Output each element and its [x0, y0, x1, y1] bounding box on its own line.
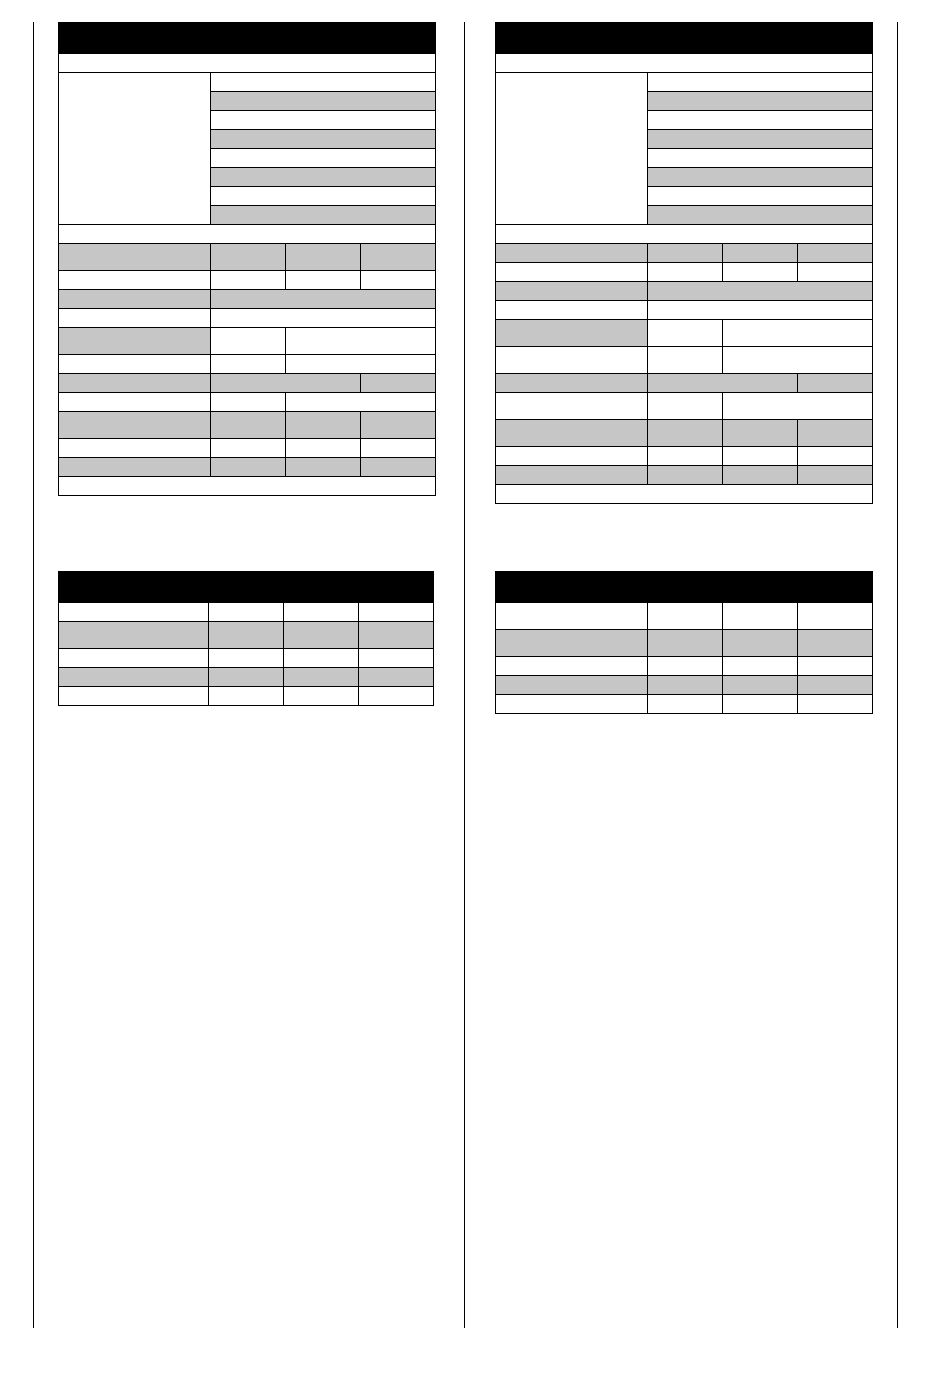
left-spec-table [58, 22, 436, 496]
table-cell [723, 695, 798, 714]
table-cell [496, 657, 648, 676]
table-cell [648, 263, 723, 282]
table-cell [648, 282, 873, 301]
table-row [496, 695, 873, 714]
table-row [496, 244, 873, 263]
table-cell [496, 420, 648, 447]
table-row [496, 393, 873, 420]
right-spec-table [495, 22, 873, 504]
table-row [496, 320, 873, 347]
table-cell [648, 73, 873, 92]
table-cell [286, 355, 436, 374]
table-cell [648, 320, 723, 347]
table-cell [798, 263, 873, 282]
table-header-cell [59, 23, 436, 54]
table-cell [496, 603, 648, 630]
table-cell [59, 355, 211, 374]
table-cell [59, 458, 211, 477]
table-cell [211, 130, 436, 149]
table-cell [211, 244, 286, 271]
table-cell [648, 630, 723, 657]
table-cell [286, 244, 361, 271]
table-cell [496, 347, 648, 374]
right-margin-rule [897, 22, 898, 1328]
table-row [496, 73, 873, 92]
table-cell [211, 355, 286, 374]
table-row [496, 657, 873, 676]
table-header-cell [496, 23, 873, 54]
table-row [59, 687, 434, 706]
table-cell [798, 420, 873, 447]
table-cell [496, 695, 648, 714]
table-row [496, 54, 873, 73]
table-row [59, 622, 434, 649]
table-cell [648, 447, 723, 466]
table-cell [59, 290, 211, 309]
table-cell [361, 374, 436, 393]
table-cell [59, 244, 211, 271]
table-cell [723, 466, 798, 485]
table-cell [59, 374, 211, 393]
table-cell [496, 374, 648, 393]
table-cell [59, 477, 436, 496]
table-cell [723, 447, 798, 466]
table-cell [209, 668, 284, 687]
table-row [496, 676, 873, 695]
table-cell [496, 282, 648, 301]
table-cell [211, 206, 436, 225]
table-cell [284, 668, 359, 687]
table-cell [361, 271, 436, 290]
table-cell [211, 439, 286, 458]
table-row [496, 301, 873, 320]
table-cell [648, 187, 873, 206]
table-cell [723, 320, 873, 347]
table-row [496, 263, 873, 282]
table-cell [648, 374, 798, 393]
table-row [59, 54, 436, 73]
table-cell [723, 420, 798, 447]
table-cell [59, 668, 209, 687]
table-row [59, 309, 436, 328]
table-cell [211, 271, 286, 290]
table-cell [723, 244, 798, 263]
table-cell [359, 622, 434, 649]
table-cell [211, 187, 436, 206]
table-cell [211, 149, 436, 168]
table-cell [798, 244, 873, 263]
table-cell [59, 309, 211, 328]
table-cell [496, 485, 873, 504]
table-header-row [59, 23, 436, 54]
table-cell [211, 290, 436, 309]
table-cell [211, 168, 436, 187]
table-cell [798, 374, 873, 393]
table-header-row [496, 23, 873, 54]
table-row [496, 282, 873, 301]
table-cell [209, 649, 284, 668]
center-divider-rule [464, 22, 465, 1328]
table-cell [286, 328, 436, 355]
table-cell [361, 458, 436, 477]
table-cell [648, 393, 723, 420]
left-margin-rule [33, 22, 34, 1328]
table-cell [648, 676, 723, 695]
table-cell [59, 393, 211, 412]
table-row [59, 225, 436, 244]
table-cell [59, 687, 209, 706]
table-cell [648, 695, 723, 714]
table-cell [211, 73, 436, 92]
table-cell [211, 393, 286, 412]
table-cell [59, 271, 211, 290]
table-cell [284, 622, 359, 649]
table-cell [723, 630, 798, 657]
table-cell [59, 54, 436, 73]
table-cell [496, 393, 648, 420]
table-row [496, 225, 873, 244]
table-cell [798, 447, 873, 466]
table-cell [496, 676, 648, 695]
table-cell [496, 225, 873, 244]
table-cell [359, 687, 434, 706]
table-cell [496, 54, 873, 73]
table-cell [648, 466, 723, 485]
table-row [59, 668, 434, 687]
table-cell [209, 603, 284, 622]
table-row [59, 412, 436, 439]
table-row [496, 630, 873, 657]
table-cell [286, 393, 436, 412]
table-cell [496, 301, 648, 320]
table-cell [59, 328, 211, 355]
table-cell [496, 263, 648, 282]
table-row [59, 393, 436, 412]
table-row [59, 290, 436, 309]
table-cell [723, 347, 873, 374]
table-cell [648, 149, 873, 168]
table-row [496, 485, 873, 504]
table-cell [211, 111, 436, 130]
row-group-label-cell [59, 73, 211, 225]
table-cell [648, 206, 873, 225]
table-cell [59, 622, 209, 649]
table-cell [286, 458, 361, 477]
table-cell [59, 649, 209, 668]
right-secondary-table [495, 571, 873, 714]
table-row [496, 420, 873, 447]
table-cell [496, 630, 648, 657]
table-cell [723, 603, 798, 630]
table-row [59, 374, 436, 393]
table-cell [361, 244, 436, 271]
table-cell [209, 622, 284, 649]
table-cell [798, 695, 873, 714]
table-cell [798, 676, 873, 695]
table-cell [211, 92, 436, 111]
table-cell [798, 630, 873, 657]
table-row [496, 374, 873, 393]
table-cell [648, 603, 723, 630]
table-cell [648, 130, 873, 149]
table-cell [723, 657, 798, 676]
table-row [59, 649, 434, 668]
table-cell [59, 603, 209, 622]
table-cell [211, 328, 286, 355]
table-header-cell [496, 572, 873, 603]
table-cell [284, 603, 359, 622]
table-cell [798, 603, 873, 630]
table-cell [496, 447, 648, 466]
table-cell [284, 687, 359, 706]
table-cell [496, 320, 648, 347]
table-cell [648, 244, 723, 263]
table-header-row [59, 572, 434, 603]
table-cell [359, 649, 434, 668]
table-cell [59, 412, 211, 439]
table-cell [648, 301, 873, 320]
table-cell [798, 657, 873, 676]
table-cell [286, 271, 361, 290]
table-cell [361, 439, 436, 458]
table-cell [284, 649, 359, 668]
table-row [59, 73, 436, 92]
table-header-row [496, 572, 873, 603]
table-row [59, 603, 434, 622]
table-cell [723, 393, 873, 420]
table-cell [798, 466, 873, 485]
table-cell [723, 676, 798, 695]
table-cell [648, 111, 873, 130]
table-row [59, 355, 436, 374]
table-cell [648, 420, 723, 447]
table-cell [59, 225, 436, 244]
table-row [59, 271, 436, 290]
table-header-cell [59, 572, 434, 603]
table-cell [286, 439, 361, 458]
table-cell [648, 92, 873, 111]
table-cell [209, 687, 284, 706]
table-cell [211, 309, 436, 328]
table-row [59, 328, 436, 355]
table-cell [211, 374, 361, 393]
table-cell [286, 412, 361, 439]
table-cell [496, 466, 648, 485]
table-row [496, 466, 873, 485]
row-group-label-cell [496, 73, 648, 225]
table-cell [211, 458, 286, 477]
table-cell [496, 244, 648, 263]
table-cell [648, 657, 723, 676]
table-cell [648, 168, 873, 187]
left-secondary-table [58, 571, 434, 706]
table-row [59, 477, 436, 496]
table-row [496, 603, 873, 630]
table-row [59, 244, 436, 271]
table-cell [59, 439, 211, 458]
table-row [59, 458, 436, 477]
table-row [496, 447, 873, 466]
table-cell [359, 603, 434, 622]
table-row [59, 439, 436, 458]
table-cell [211, 412, 286, 439]
table-row [496, 347, 873, 374]
table-cell [359, 668, 434, 687]
table-cell [648, 347, 723, 374]
table-cell [361, 412, 436, 439]
table-cell [723, 263, 798, 282]
